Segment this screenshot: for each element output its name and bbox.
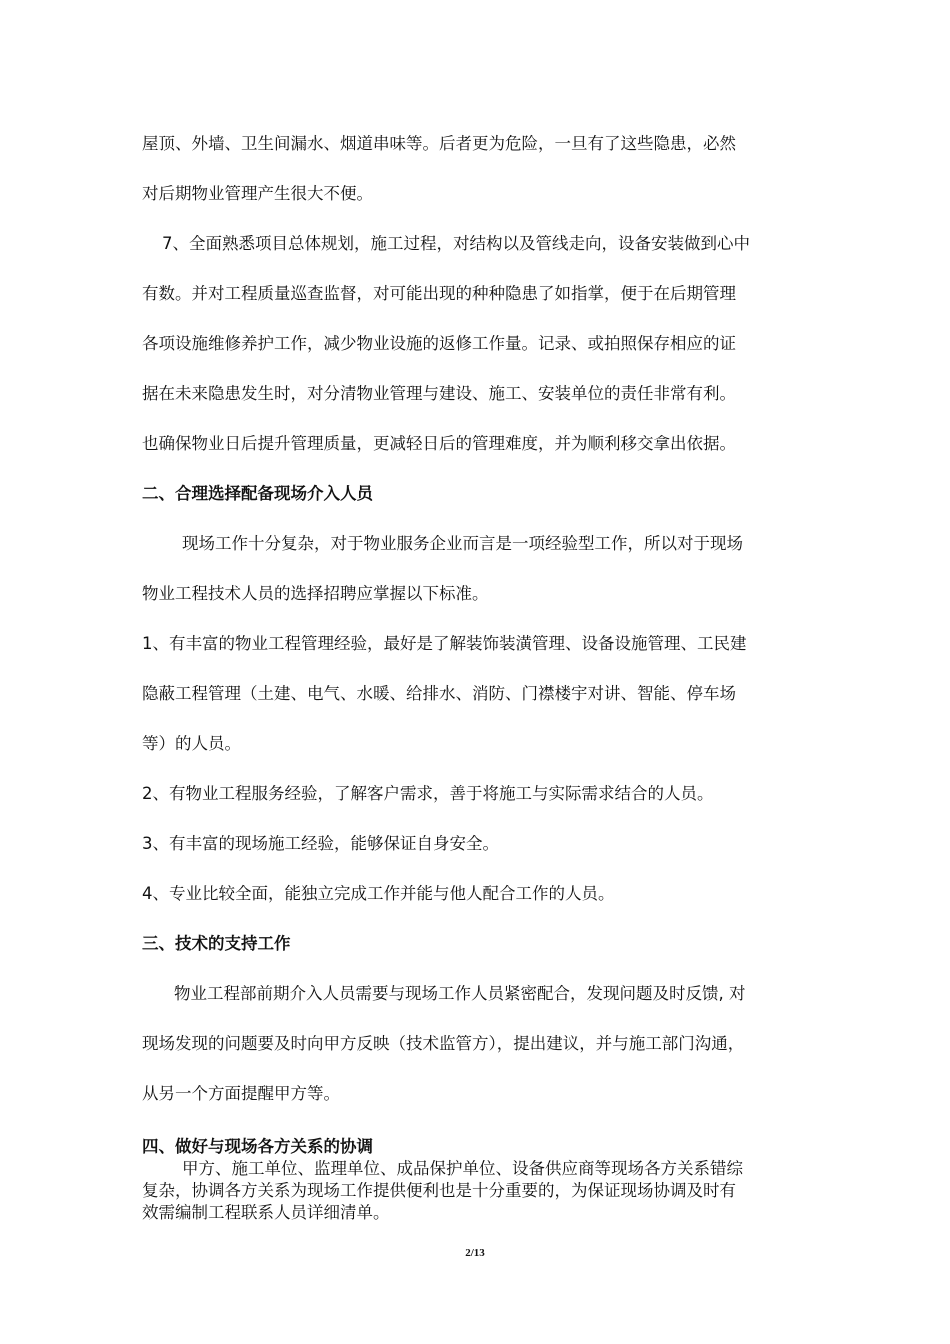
paragraph-line: 物业工程部前期介入人员需要与现场工作人员紧密配合，发现问题及时反馈, 对: [174, 984, 746, 1003]
paragraph-line: 物业工程技术人员的选择招聘应掌握以下标准。: [142, 584, 489, 603]
paragraph-line: 甲方、施工单位、监理单位、成品保护单位、设备供应商等现场各方关系错综: [182, 1159, 743, 1178]
paragraph-line: 7、全面熟悉项目总体规划，施工过程，对结构以及管线走向，设备安装做到心中: [162, 234, 750, 253]
paragraph-line: 复杂，协调各方关系为现场工作提供便利也是十分重要的，为保证现场协调及时有: [142, 1181, 736, 1200]
list-item-line: 2、有物业工程服务经验，了解客户需求，善于将施工与实际需求结合的人员。: [142, 784, 714, 803]
paragraph-line: 也确保物业日后提升管理质量，更减轻日后的管理难度，并为顺利移交拿出依据。: [142, 434, 736, 453]
list-item-line: 等）的人员。: [142, 734, 241, 753]
paragraph-line: 对后期物业管理产生很大不便。: [142, 184, 373, 203]
section-heading: 三、技术的支持工作: [142, 934, 291, 953]
list-item-line: 3、有丰富的现场施工经验，能够保证自身安全。: [142, 834, 499, 853]
paragraph-line: 有数。并对工程质量巡查监督，对可能出现的种种隐患了如指掌，便于在后期管理: [142, 284, 736, 303]
paragraph-line: 现场发现的问题要及时向甲方反映（技术监管方），提出建议，并与施工部门沟通，: [142, 1034, 745, 1053]
paragraph-line: 各项设施维修养护工作，减少物业设施的返修工作量。记录、或拍照保存相应的证: [142, 334, 736, 353]
paragraph-line: 效需编制工程联系人员详细清单。: [142, 1203, 390, 1222]
paragraph-line: 屋顶、外墙、卫生间漏水、烟道串味等。后者更为危险，一旦有了这些隐患，必然: [142, 134, 736, 153]
paragraph-line: 从另一个方面提醒甲方等。: [142, 1084, 340, 1103]
page-number: 2/13: [465, 1247, 485, 1259]
list-item-line: 隐蔽工程管理（土建、电气、水暖、给排水、消防、门襟楼宇对讲、智能、停车场: [142, 684, 736, 703]
list-item-line: 4、专业比较全面，能独立完成工作并能与他人配合工作的人员。: [142, 884, 615, 903]
paragraph-line: 现场工作十分复杂，对于物业服务企业而言是一项经验型工作，所以对于现场: [182, 534, 743, 553]
paragraph-line: 据在未来隐患发生时，对分清物业管理与建设、施工、安装单位的责任非常有利。: [142, 384, 736, 403]
section-heading: 四、做好与现场各方关系的协调: [142, 1137, 373, 1156]
section-heading: 二、合理选择配备现场介入人员: [142, 484, 373, 503]
list-item-line: 1、有丰富的物业工程管理经验，最好是了解装饰装潢管理、设备设施管理、工民建: [142, 634, 747, 653]
